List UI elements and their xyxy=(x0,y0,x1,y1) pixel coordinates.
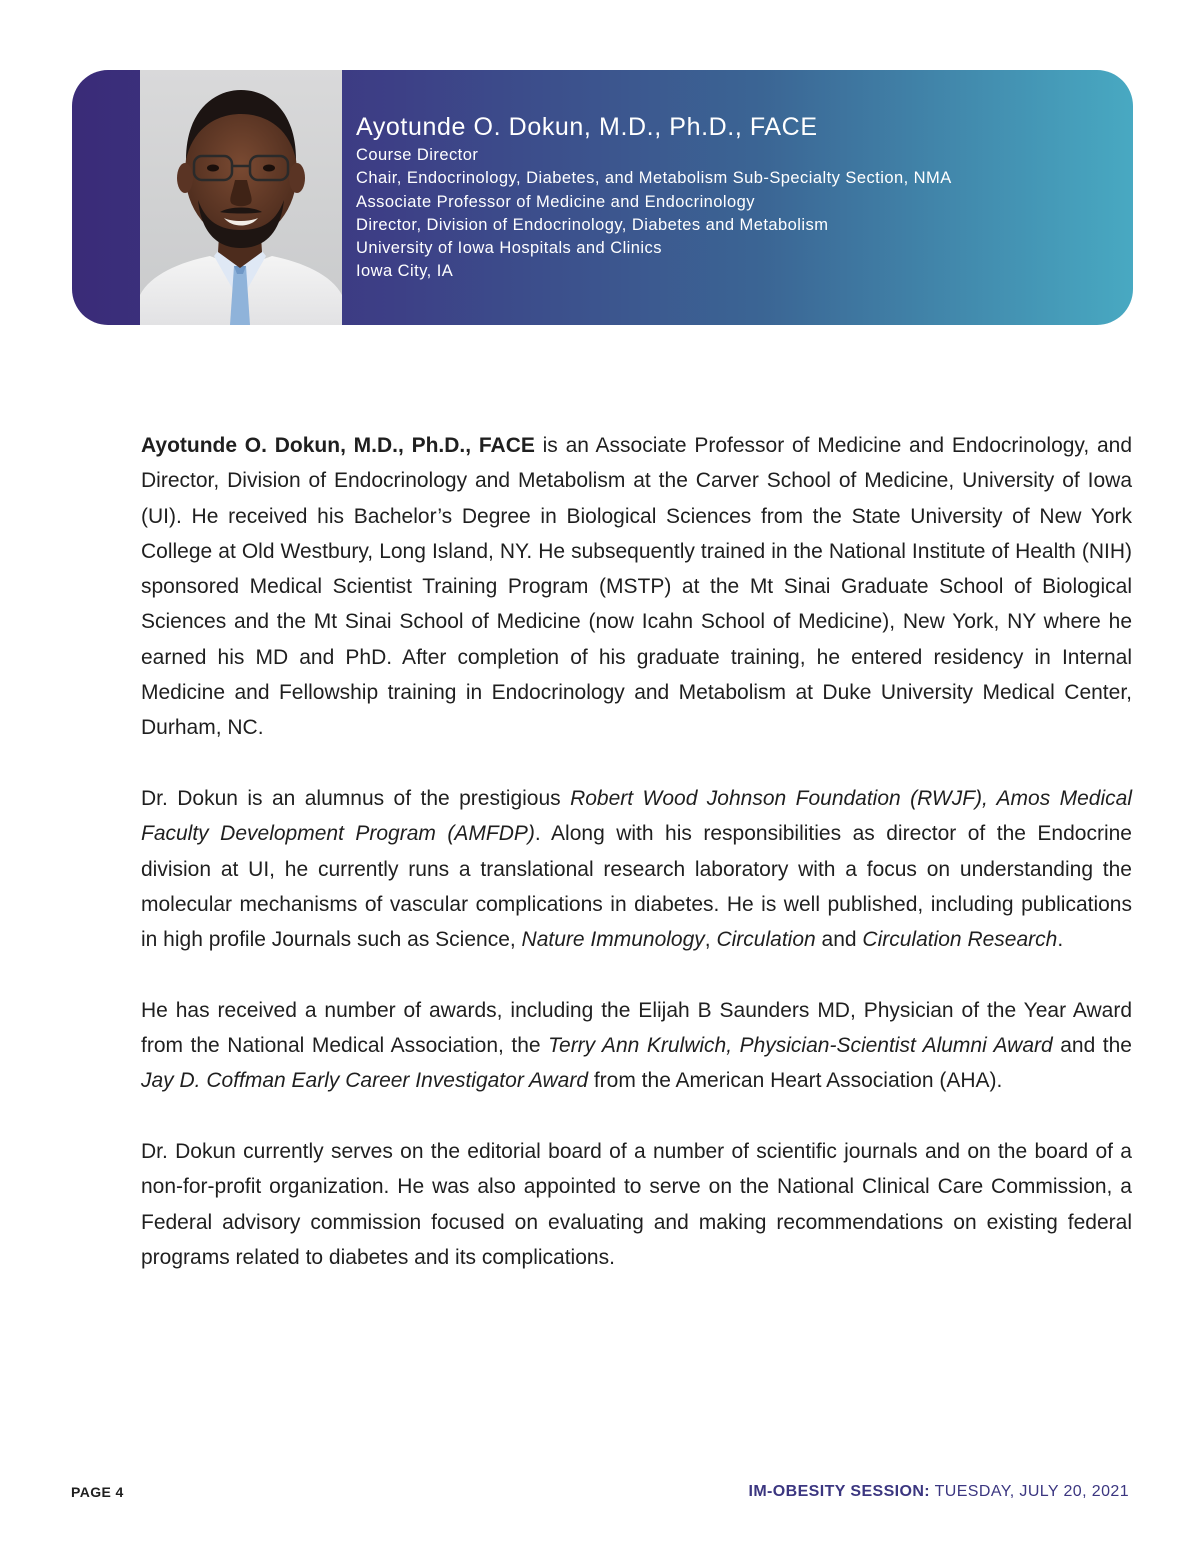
session-footer xyxy=(748,1483,1129,1501)
bio-p2-text-3: , xyxy=(704,928,717,952)
speaker-role-professor: Associate Professor of Medicine and Endocrinology xyxy=(356,192,756,211)
bio-p2-text-4: and xyxy=(815,928,863,952)
bio-paragraph-4: Dr. Dokun currently serves on the editorial board of a number of scientific journals and on the board of a non-for-profit organization. He was also appointed to serve on the National Clinical Care Commission, a Federal advisory commission focused on evaluating and making recommendations on existing federal programs related to diabetes and its complications. xyxy=(141,1139,1132,1269)
session-date: TUESDAY, JULY 20, 2021 xyxy=(930,1483,1129,1500)
bio-p3-text-2: and the xyxy=(1052,1034,1132,1058)
bio-p2-journal-1: Nature Immunology xyxy=(521,928,705,952)
bio-p2-journal-2: Circulation xyxy=(716,928,816,952)
speaker-role-director: Director, Division of Endocrinology, Diabetes and Metabolism xyxy=(356,215,829,234)
headshot-photo xyxy=(140,70,342,325)
bio-paragraph-1 xyxy=(141,428,1132,746)
speaker-banner xyxy=(72,70,1133,325)
bio-paragraph-3 xyxy=(141,993,1132,1099)
session-label: IM-OBESITY SESSION: xyxy=(748,1483,931,1500)
bio-paragraph-2 xyxy=(141,781,1132,957)
bio-p3-award-1: Terry Ann Krulwich, Physician-Scientist Alumni Award xyxy=(548,1034,1053,1058)
biography xyxy=(141,428,1132,1275)
speaker-institution: University of Iowa Hospitals and Clinics xyxy=(356,239,662,258)
bio-paragraph-1-text: is an Associate Professor of Medicine and Endocrinology, and Director, Division of Endocrinology and Metabolism at the Carver School of Medicine, University of Iowa (UI). He received his Bachelor’s Degree in Biological Sciences from the State University of New York College at Old Westbury, Long Island, NY. He subsequently trained in the National Institute of Health (NIH) sponsored Medical Scientist Training Program (MSTP) at the Mt Sinai Graduate School of Biological Sciences and the Mt Sinai School of Medicine (now Icahn School of Medicine), New York, NY where he earned his MD and PhD. After completion of his graduate training, he entered residency in Internal Medicine and Fellowship training in Endocrinology and Metabolism at Duke University Medical Center, Durham, NC. xyxy=(141,434,1132,740)
speaker-role-chair: Chair, Endocrinology, Diabetes, and Metabolism Sub-Specialty Section, NMA xyxy=(356,169,952,188)
banner-text-block xyxy=(356,110,1103,284)
bio-p3-award-2: Jay D. Coffman Early Career Investigator Award xyxy=(141,1069,589,1093)
speaker-role-course-director: Course Director xyxy=(356,146,479,164)
speaker-name: Ayotunde O. Dokun, M.D., Ph.D., FACE xyxy=(356,113,818,141)
bio-p3-text-1: He has received a number of awards, including the Elijah B Saunders MD, Physician of the Year Award from the National Medical Association, the xyxy=(141,998,1132,1058)
bio-p2-text-2: . Along with his responsibilities as director of the Endocrine division at UI, he currently runs a translational research laboratory with a focus on understanding the molecular mechanisms of vascular complications in diabetes. He is well published, including publications in high profile Journals such as Science, xyxy=(141,822,1132,952)
speaker-location: Iowa City, IA xyxy=(356,262,454,281)
page-number: PAGE 4 xyxy=(71,1484,124,1500)
bio-p2-journal-3: Circulation Research xyxy=(862,928,1058,952)
bio-p2-text-5: . xyxy=(1057,928,1064,952)
bio-p3-text-3: from the American Heart Association (AHA). xyxy=(588,1069,1003,1093)
bio-p2-text-1: Dr. Dokun is an alumnus of the prestigious xyxy=(141,786,571,810)
bio-speaker-name: Ayotunde O. Dokun, M.D., Ph.D., FACE xyxy=(141,434,535,457)
bio-p2-program-name: Robert Wood Johnson Foundation (RWJF), Amos Medical Faculty Development Program (AMFDP) xyxy=(141,786,1132,846)
